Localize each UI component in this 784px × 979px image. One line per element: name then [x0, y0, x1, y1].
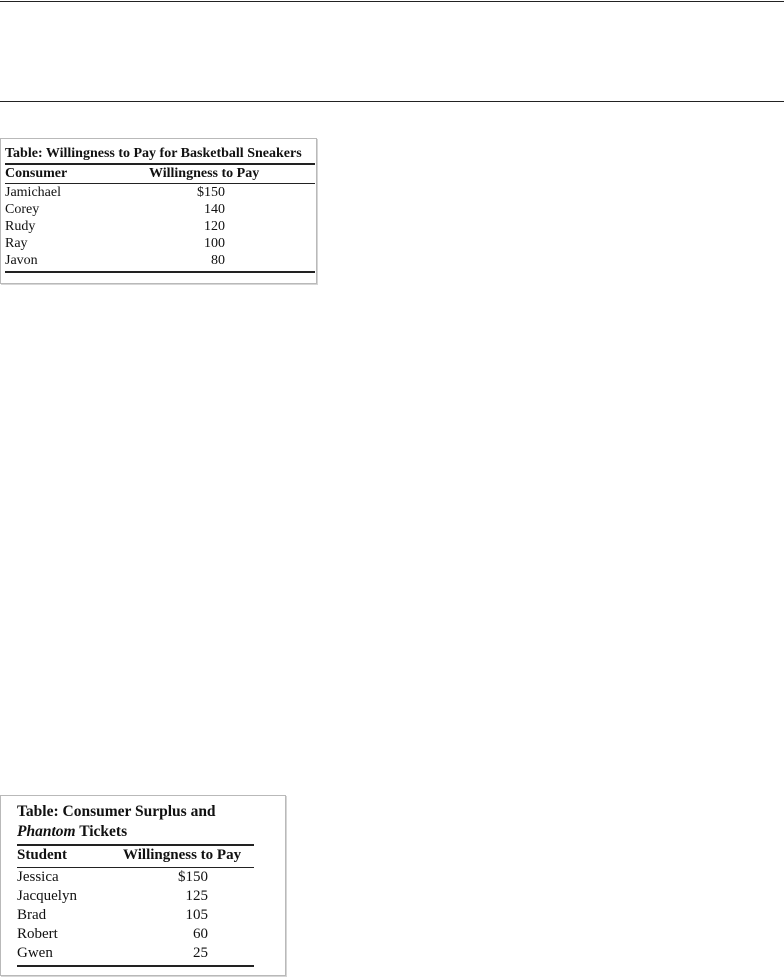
consumer-name: Rudy: [5, 219, 36, 234]
table-bottom-rule: [17, 965, 254, 967]
table-header-row: [5, 165, 316, 182]
table-title: Table: Willingness to Pay for Basketball Sneakers: [5, 146, 302, 161]
wtp-value: 105: [185, 907, 208, 923]
table-row: [5, 201, 316, 218]
wtp-value: 140: [204, 202, 225, 217]
consumer-name: Ray: [5, 236, 28, 251]
table-row: [17, 906, 285, 925]
table-row: [5, 235, 316, 252]
table-row: [17, 868, 285, 887]
section-divider: [0, 101, 784, 102]
table-row: [17, 925, 285, 944]
title-rest: Tickets: [79, 823, 128, 840]
wtp-value: 80: [211, 253, 225, 268]
wtp-value: $150: [178, 869, 208, 885]
sneakers-wtp-table: [0, 138, 317, 284]
table-row: [5, 184, 316, 201]
table-title-line1: Table: Consumer Surplus and: [17, 803, 216, 820]
consumer-name: Javon: [5, 253, 38, 268]
header-consumer: Consumer: [5, 165, 68, 181]
wtp-value: 25: [193, 945, 208, 961]
top-rule: [0, 1, 784, 2]
wtp-value: 60: [193, 926, 208, 942]
phantom-tickets-table: [0, 795, 286, 976]
table-row: [5, 218, 316, 235]
header-willingness: Willingness to Pay: [149, 165, 260, 181]
header-willingness: Willingness to Pay: [123, 846, 242, 863]
wtp-value: 100: [204, 236, 225, 251]
consumer-name: Jamichael: [5, 185, 61, 200]
table-row: [5, 252, 316, 269]
table-title: [17, 802, 285, 842]
student-name: Gwen: [17, 945, 53, 961]
header-student: Student: [17, 846, 68, 863]
table-row: [17, 887, 285, 906]
wtp-value: 120: [204, 219, 225, 234]
student-name: Brad: [17, 907, 47, 923]
consumer-name: Corey: [5, 202, 40, 217]
table-title-line2: [17, 822, 285, 842]
wtp-value: $150: [197, 185, 225, 200]
student-name: Jessica: [17, 869, 59, 885]
student-name: Robert: [17, 926, 58, 942]
table-row: [17, 944, 285, 963]
student-name: Jacquelyn: [17, 888, 77, 904]
table-header-row: [17, 846, 285, 865]
table-bottom-rule: [5, 271, 315, 273]
wtp-value: 125: [185, 888, 208, 904]
title-italic-word: Phantom: [17, 823, 76, 840]
